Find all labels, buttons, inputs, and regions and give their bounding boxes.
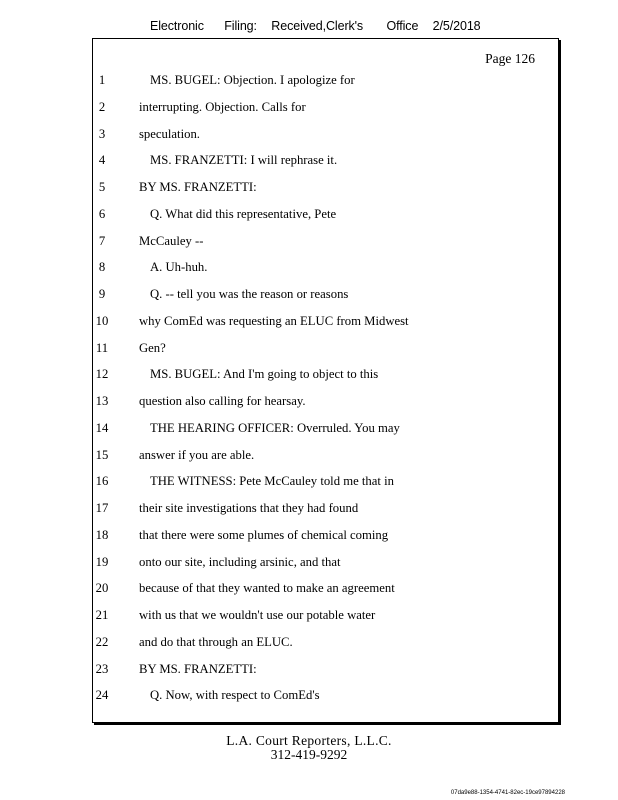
line-text: BY MS. FRANZETTI:	[139, 661, 257, 676]
transcript-line	[0, 207, 618, 227]
line-text: Q. Now, with respect to ComEd's	[150, 688, 320, 703]
line-number: 10	[95, 313, 109, 328]
transcript-line	[0, 260, 618, 280]
line-text: Q. -- tell you was the reason or reasons	[150, 287, 349, 301]
line-text: interrupting. Objection. Calls for	[139, 99, 306, 114]
transcript-line	[0, 608, 618, 628]
line-number: 20	[95, 581, 109, 596]
line-number: 9	[98, 287, 106, 301]
transcript-line	[0, 635, 618, 655]
filing-header-part: Received,Clerk's	[271, 19, 364, 33]
line-text: onto our site, including arsinic, and that	[139, 554, 341, 569]
line-text: McCauley --	[139, 233, 204, 248]
transcript-line	[0, 555, 618, 575]
line-text: MS. BUGEL: And I'm going to object to this	[150, 367, 379, 382]
filing-header-part: Electronic	[150, 19, 204, 33]
line-text: and do that through an ELUC.	[139, 634, 293, 649]
line-text: that there were some plumes of chemical coming	[139, 527, 389, 542]
line-number: 22	[95, 634, 109, 649]
line-text: BY MS. FRANZETTI:	[139, 180, 257, 194]
line-text: speculation.	[139, 126, 200, 141]
transcript-line	[0, 314, 618, 334]
line-text: Q. What did this representative, Pete	[150, 206, 337, 221]
line-text: MS. BUGEL: Objection. I apologize for	[150, 73, 355, 87]
line-text: because of that they wanted to make an agreement	[139, 581, 395, 596]
transcript-line	[0, 100, 618, 120]
line-text: THE WITNESS: Pete McCauley told me that in	[150, 474, 394, 489]
transcript-line	[0, 662, 618, 682]
transcript-line	[0, 153, 618, 173]
line-text: THE HEARING OFFICER: Overruled. You may	[150, 420, 400, 435]
line-number: 16	[95, 474, 109, 489]
transcript-line	[0, 688, 618, 708]
line-number: 7	[98, 233, 106, 248]
transcript-line	[0, 394, 618, 414]
line-number: 1	[98, 73, 106, 87]
line-text: their site investigations that they had found	[139, 501, 359, 515]
line-number: 11	[95, 340, 109, 355]
line-number: 12	[95, 367, 109, 382]
transcript-line	[0, 421, 618, 441]
transcript-line	[0, 73, 618, 93]
line-number: 8	[98, 260, 106, 275]
line-text: why ComEd was requesting an ELUC from Midwest	[139, 313, 409, 328]
line-number: 6	[98, 206, 106, 221]
footer-phone: 312-419-9292	[270, 747, 348, 762]
transcript-line	[0, 528, 618, 548]
transcript-line	[0, 581, 618, 601]
line-number: 21	[95, 608, 109, 622]
line-text: question also calling for hearsay.	[139, 394, 306, 408]
line-text: MS. FRANZETTI: I will rephrase it.	[150, 153, 338, 168]
line-number: 5	[98, 180, 106, 194]
transcript-line	[0, 367, 618, 387]
line-number: 14	[95, 420, 109, 435]
line-text: A. Uh-huh.	[150, 260, 208, 275]
transcript-line	[0, 234, 618, 254]
line-number: 24	[95, 688, 109, 703]
line-number: 18	[95, 527, 109, 542]
transcript-line	[0, 180, 618, 200]
transcript-line	[0, 287, 618, 307]
line-text: with us that we wouldn't use our potable water	[139, 608, 376, 622]
line-number: 15	[95, 447, 109, 462]
line-text: answer if you are able.	[139, 447, 255, 462]
footer-company: L.A. Court Reporters, L.L.C.	[226, 733, 392, 748]
page-number: Page 126	[485, 51, 535, 66]
line-text: Gen?	[139, 340, 166, 355]
filing-header-part: Office	[386, 19, 419, 33]
line-number: 19	[95, 554, 109, 569]
line-number: 13	[95, 394, 109, 408]
line-number: 17	[95, 501, 109, 515]
document-id: 07da9e88-1354-4741-82ec-19ce97894228	[450, 790, 565, 796]
line-number: 2	[98, 99, 106, 114]
transcript-line	[0, 448, 618, 468]
transcript-line	[0, 501, 618, 521]
filing-header	[150, 19, 481, 33]
line-number: 23	[95, 661, 109, 676]
transcript-line	[0, 474, 618, 494]
filing-header-part: 2/5/2018	[432, 19, 481, 33]
line-number: 3	[98, 126, 106, 141]
line-number: 4	[98, 153, 106, 168]
transcript-line	[0, 341, 618, 361]
filing-header-part: Filing:	[224, 19, 257, 33]
transcript-line	[0, 127, 618, 147]
